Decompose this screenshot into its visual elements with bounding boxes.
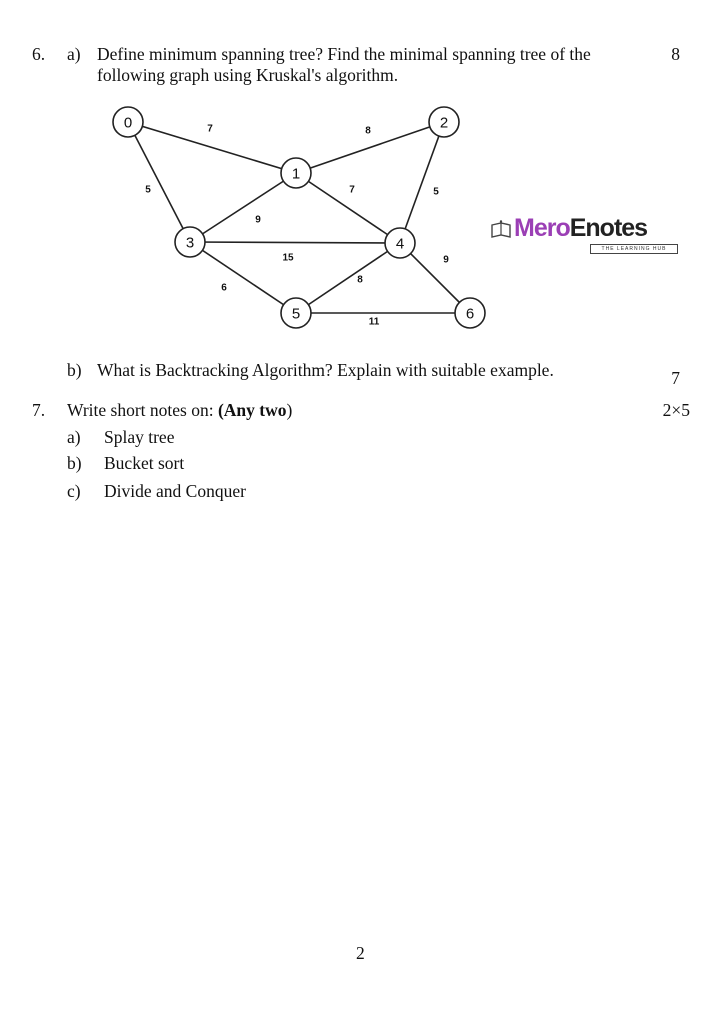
- graph-edge-weight-1-2: 8: [365, 125, 371, 137]
- q7-item-c-label: c): [67, 481, 81, 501]
- q7-item-b-label: b): [67, 453, 82, 473]
- graph-node-label-3: 3: [185, 234, 195, 252]
- book-icon: [490, 220, 512, 240]
- graph-edge-weight-2-4: 5: [433, 186, 439, 198]
- q7-intro-bold: (Any two: [217, 400, 287, 420]
- graph-edge-weight-3-4: 15: [282, 252, 294, 264]
- graph-edge-4-5: [296, 243, 400, 313]
- graph-node-label-2: 2: [439, 114, 449, 132]
- logo-enotes: Enotes: [569, 214, 648, 242]
- q6-part-a-label: a): [67, 44, 81, 64]
- q6-part-a-line1: Define minimum spanning tree? Find the minimal spanning tree of the: [97, 44, 591, 64]
- q7-intro-suffix: ): [286, 400, 293, 420]
- q7-item-a-label: a): [67, 427, 81, 447]
- graph-edge-0-3: [128, 122, 190, 242]
- q7-marks: 2×5: [662, 400, 690, 420]
- graph-edge-weight-4-5: 8: [357, 274, 363, 286]
- q6-part-b-marks: 7: [671, 368, 680, 388]
- q7-intro: [67, 400, 292, 420]
- q6-part-a-line2: following graph using Kruskal's algorithm.: [97, 65, 399, 85]
- graph-edge-weight-3-5: 6: [221, 282, 227, 294]
- graph-edge-3-5: [190, 242, 296, 313]
- meroenotes-logo: [488, 208, 680, 256]
- graph-node-label-6: 6: [465, 305, 475, 323]
- graph-edge-weight-4-6: 9: [443, 254, 449, 266]
- logo-mero: Mero: [514, 214, 570, 242]
- q6-part-b-text: What is Backtracking Algorithm? Explain with suitable example.: [97, 360, 554, 380]
- graph-edge-2-4: [400, 122, 444, 243]
- graph-edge-weight-0-3: 5: [145, 184, 151, 196]
- logo-tagline: THE LEARNING HUB: [590, 244, 678, 254]
- q7-intro-prefix: Write short notes on:: [67, 400, 218, 420]
- graph-node-label-0: 0: [123, 114, 133, 132]
- graph-edge-3-1: [190, 173, 296, 242]
- q7-item-c-text: Divide and Conquer: [104, 481, 246, 501]
- graph-edge-1-4: [296, 173, 400, 243]
- q6-part-b-label: b): [67, 360, 82, 380]
- graph-edge-weight-1-4: 7: [349, 184, 355, 196]
- graph-diagram: [100, 100, 500, 340]
- q6-number: 6.: [32, 44, 46, 64]
- graph-node-label-5: 5: [291, 305, 301, 323]
- graph-node-label-1: 1: [291, 165, 301, 183]
- graph-edge-weight-3-1: 9: [255, 214, 261, 226]
- q6-part-a-marks: 8: [671, 44, 680, 64]
- logo-wordmark: [514, 214, 647, 243]
- graph-edge-weight-5-6: 11: [368, 316, 380, 328]
- q7-number: 7.: [32, 400, 46, 420]
- page-number: 2: [356, 943, 365, 963]
- q7-item-b-text: Bucket sort: [104, 453, 185, 473]
- graph-edge-weight-0-1: 7: [207, 123, 213, 135]
- graph-edge-3-4: [190, 242, 400, 243]
- q7-item-a-text: Splay tree: [104, 427, 175, 447]
- graph-node-label-4: 4: [395, 235, 405, 253]
